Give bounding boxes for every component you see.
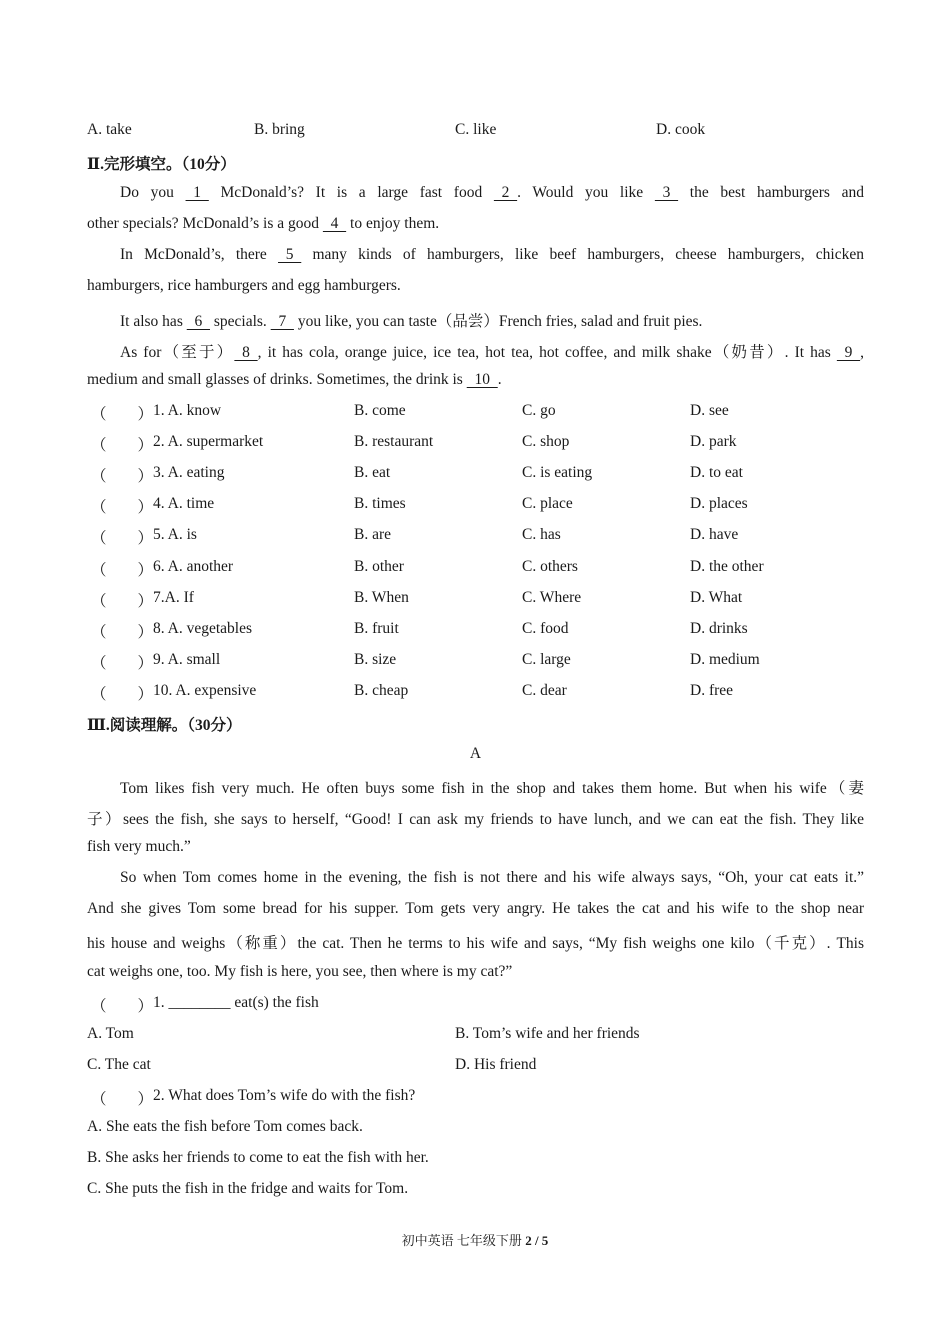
section-3-heading: Ⅲ.阅读理解。（30分）: [87, 717, 242, 734]
option-b: B. bring: [254, 121, 305, 138]
cloze-question-row: [87, 495, 864, 517]
answer-parentheses[interactable]: （ ）: [91, 686, 154, 703]
option-d: D. to eat: [690, 464, 743, 481]
option-d: D. see: [690, 402, 729, 419]
option-b: B. times: [354, 495, 406, 512]
option-a: 5. A. is: [153, 526, 197, 543]
cloze-question-row: [87, 433, 864, 455]
option-d: D. places: [690, 495, 748, 512]
text-segment: In McDonald’s, there: [120, 246, 279, 263]
option-a: A. Tom: [87, 1025, 134, 1042]
option-a: A. take: [87, 121, 132, 138]
reading-question-1-options-row1: [87, 1025, 864, 1047]
option-d: D. have: [690, 526, 739, 543]
option-a: 8. A. vegetables: [153, 620, 253, 637]
answer-blank[interactable]: 1: [185, 184, 209, 201]
cloze-line: [87, 277, 864, 295]
option-c: C. shop: [522, 433, 570, 450]
cloze-question-row: [87, 682, 864, 704]
option-d: D. park: [690, 433, 737, 450]
answer-blank[interactable]: 10: [466, 371, 498, 388]
answer-parentheses[interactable]: （ ）: [91, 1091, 154, 1108]
option-c: C. others: [522, 558, 578, 575]
text-segment: , it has cola, orange juice, ice tea, hot tea, hot coffee, and milk shake（奶昔）. It has: [257, 344, 837, 361]
answer-parentheses[interactable]: （ ）: [91, 468, 154, 485]
section-2-heading: Ⅱ.完形填空。（10分）: [87, 156, 236, 173]
text-segment: you like, you can taste（品尝）French fries, salad and fruit pies.: [293, 313, 703, 330]
cloze-question-row: [87, 651, 864, 673]
option-d: D. drinks: [690, 620, 748, 637]
page-number: 2 / 5: [525, 1233, 549, 1248]
option-b: B. eat: [354, 464, 391, 481]
option-a: 9. A. small: [153, 651, 221, 668]
answer-parentheses[interactable]: （ ）: [91, 655, 154, 672]
passage-line: So when Tom comes home in the evening, the fish is not there and his wife always says, “Oh, your cat eats it.”: [120, 869, 864, 886]
passage-line: fish very much.”: [87, 838, 191, 855]
option-d: D. the other: [690, 558, 764, 575]
text-segment: medium and small glasses of drinks. Sometimes, the drink is: [87, 371, 467, 388]
option-c: C. She puts the fish in the fridge and waits for Tom.: [87, 1180, 409, 1197]
answer-blank[interactable]: 6: [186, 313, 210, 330]
option-c: C. The cat: [87, 1056, 151, 1073]
option-c: C. is eating: [522, 464, 593, 481]
option-d: D. medium: [690, 651, 760, 668]
reading-question-1-options-row2: [87, 1056, 864, 1078]
passage-line: Tom likes fish very much. He often buys some fish in the shop and takes them home. But when his wife（妻: [120, 780, 864, 797]
option-c: C. dear: [522, 682, 567, 699]
text-segment: the best hamburgers and: [678, 184, 864, 201]
answer-blank[interactable]: 2: [493, 184, 518, 201]
option-a: 3. A. eating: [153, 464, 225, 481]
question-stem: 1. ________ eat(s) the fish: [153, 994, 319, 1011]
passage-line: And she gives Tom some bread for his supper. Tom gets very angry. He takes the cat and his wife to the shop near: [87, 900, 864, 917]
option-b: B. Tom’s wife and her friends: [455, 1025, 640, 1042]
previous-question-options: [87, 121, 864, 143]
text-segment: McDonald’s? It is a large fast food: [208, 184, 494, 201]
text-segment: specials.: [209, 313, 271, 330]
option-b: B. other: [354, 558, 404, 575]
answer-parentheses[interactable]: （ ）: [91, 624, 154, 641]
option-c: C. has: [522, 526, 561, 543]
option-d: D. His friend: [455, 1056, 537, 1073]
text-segment: ,: [860, 344, 864, 361]
option-d: D. What: [690, 589, 743, 606]
cloze-question-row: [87, 620, 864, 642]
text-segment: to enjoy them.: [346, 215, 440, 232]
option-d: D. cook: [656, 121, 706, 138]
text-segment: As for（至于）: [120, 344, 235, 361]
option-a: A. She eats the fish before Tom comes back.: [87, 1118, 363, 1135]
option-b: B. When: [354, 589, 409, 606]
text-segment: . Would you like: [517, 184, 655, 201]
cloze-question-row: [87, 464, 864, 486]
answer-parentheses[interactable]: （ ）: [91, 998, 154, 1015]
option-c: C. food: [522, 620, 569, 637]
option-b: B. size: [354, 651, 397, 668]
option-a: 10. A. expensive: [153, 682, 257, 699]
option-b: B. restaurant: [354, 433, 434, 450]
text-segment: hamburgers, rice hamburgers and egg hamburgers.: [87, 277, 401, 294]
passage-line: 子）sees the fish, she says to herself, “Good! I can ask my friends to have lunch, and we can eat the fish. They like: [87, 811, 864, 828]
option-c: C. Where: [522, 589, 582, 606]
answer-blank[interactable]: 9: [836, 344, 861, 361]
answer-parentheses[interactable]: （ ）: [91, 530, 154, 547]
option-c: C. go: [522, 402, 556, 419]
passage-label: A: [469, 745, 482, 762]
answer-parentheses[interactable]: （ ）: [91, 593, 154, 610]
answer-blank[interactable]: 5: [278, 246, 302, 263]
answer-parentheses[interactable]: （ ）: [91, 406, 154, 423]
option-a: 2. A. supermarket: [153, 433, 264, 450]
option-a: 1. A. know: [153, 402, 222, 419]
answer-blank[interactable]: 8: [234, 344, 258, 361]
cloze-question-row: [87, 402, 864, 424]
answer-blank[interactable]: 7: [270, 313, 294, 330]
reading-question-1: [87, 994, 864, 1016]
text-segment: many kinds of hamburgers, like beef hamburgers, cheese hamburgers, chicken: [301, 246, 864, 263]
option-a: 6. A. another: [153, 558, 234, 575]
cloze-line: [120, 340, 864, 362]
cloze-question-row: [87, 589, 864, 611]
footer-subject: 初中英语 七年级下册: [401, 1233, 522, 1248]
answer-parentheses[interactable]: （ ）: [91, 437, 154, 454]
cloze-line: [87, 371, 864, 389]
option-b: B. come: [354, 402, 406, 419]
cloze-line: [120, 184, 864, 202]
answer-parentheses[interactable]: （ ）: [91, 499, 154, 516]
cloze-line: [120, 246, 864, 264]
answer-parentheses[interactable]: （ ）: [91, 562, 154, 579]
option-d: D. free: [690, 682, 734, 699]
option-b: B. She asks her friends to come to eat the fish with her.: [87, 1149, 429, 1166]
option-c: C. like: [455, 121, 497, 138]
text-segment: other specials? McDonald’s is a good: [87, 215, 323, 232]
answer-blank[interactable]: 4: [322, 215, 347, 232]
option-c: C. large: [522, 651, 571, 668]
question-stem: 2. What does Tom’s wife do with the fish?: [153, 1087, 416, 1104]
text-segment: Do you: [120, 184, 186, 201]
page-footer: [0, 1230, 950, 1249]
reading-question-2: [87, 1087, 864, 1109]
option-a: 7.A. If: [153, 589, 194, 606]
cloze-line: [120, 309, 864, 331]
option-c: C. place: [522, 495, 573, 512]
passage-line: his house and weighs（称重）the cat. Then he terms to his wife and says, “My fish weighs one kilo（千克）. This: [87, 935, 864, 952]
text-segment: .: [497, 371, 502, 388]
text-segment: It also has: [120, 313, 187, 330]
answer-blank[interactable]: ________: [168, 994, 231, 1011]
cloze-line: [87, 215, 864, 233]
passage-line: cat weighs one, too. My fish is here, you see, then where is my cat?”: [87, 963, 513, 980]
option-b: B. are: [354, 526, 392, 543]
option-a: 4. A. time: [153, 495, 215, 512]
option-b: B. cheap: [354, 682, 409, 699]
answer-blank[interactable]: 3: [654, 184, 679, 201]
option-b: B. fruit: [354, 620, 399, 637]
cloze-question-row: [87, 558, 864, 580]
cloze-question-row: [87, 526, 864, 548]
